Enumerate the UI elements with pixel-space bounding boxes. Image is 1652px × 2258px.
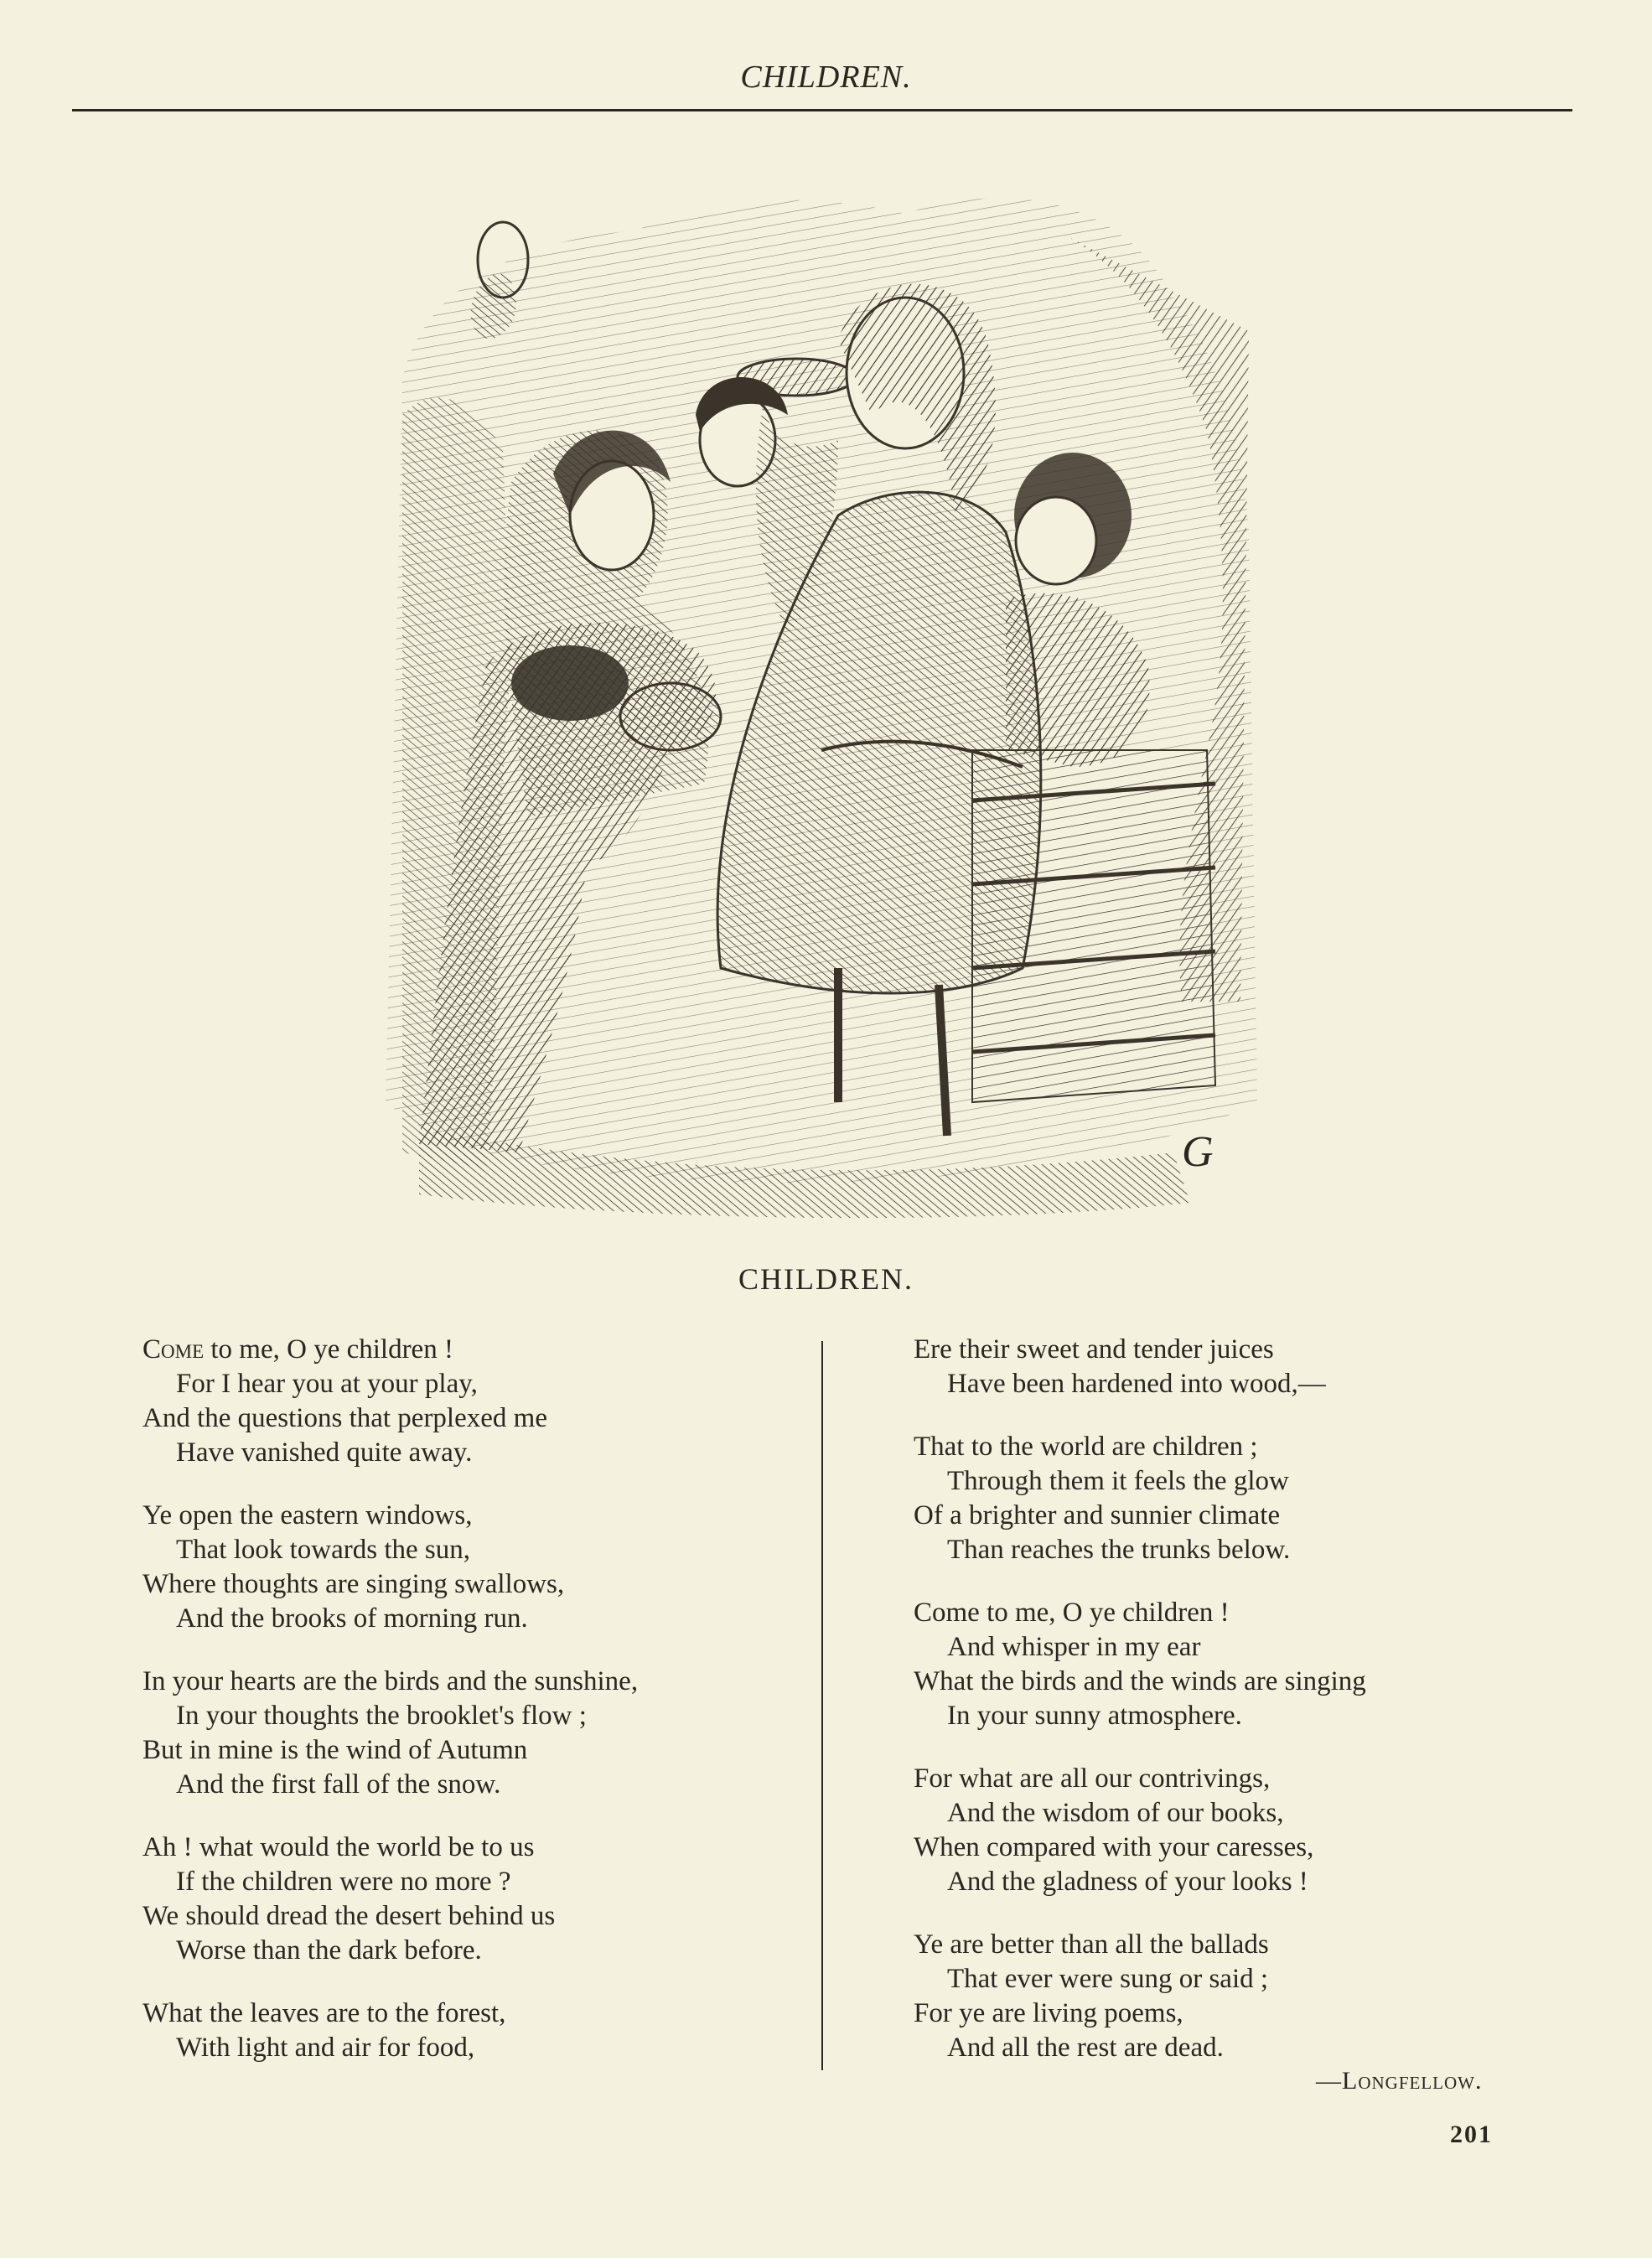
header-rule — [72, 109, 1572, 111]
stanza — [914, 1430, 1567, 1567]
stanza — [142, 1831, 813, 1968]
verse-line: And all the rest are dead. — [947, 2033, 1224, 2063]
verse-line: In your hearts are the birds and the sunshine, — [142, 1666, 639, 1696]
verse-line: We should dread the desert behind us — [142, 1901, 556, 1931]
verse-line: Ye open the eastern windows, — [142, 1500, 473, 1530]
verse-line: But in mine is the wind of Autumn — [142, 1735, 528, 1765]
verse-line: What the leaves are to the forest, — [142, 1998, 506, 2028]
illustrator-monogram: G — [1182, 1128, 1214, 1176]
stanza — [914, 1762, 1567, 1899]
verse-line: Have been hardened into wood,— — [947, 1369, 1326, 1399]
verse-line: Than reaches the trunks below. — [947, 1535, 1291, 1565]
verse-line: Through them it feels the glow — [947, 1466, 1289, 1496]
stanza — [142, 1665, 813, 1802]
author-attribution: —Longfellow. — [1316, 2067, 1483, 2095]
verse-line: And the first fall of the snow. — [176, 1769, 501, 1800]
verse-line: With light and air for food, — [176, 2033, 475, 2063]
verse-line: Come to me, O ye children ! — [142, 1334, 453, 1365]
verse-line: That to the world are children ; — [914, 1432, 1258, 1462]
verse-line: That look towards the sun, — [176, 1535, 471, 1565]
verse-line: And the wisdom of our books, — [947, 1798, 1284, 1828]
stanza — [914, 1333, 1567, 1401]
verse-line: And whisper in my ear — [947, 1632, 1201, 1662]
verse-line: Come to me, O ye children ! — [914, 1598, 1230, 1628]
stanza — [142, 1996, 813, 2065]
verse-line: Worse than the dark before. — [176, 1935, 482, 1965]
verse-line: Ye are better than all the ballads — [914, 1929, 1269, 1960]
verse-line: In your thoughts the brooklet's flow ; — [176, 1701, 587, 1731]
column-divider — [821, 1341, 823, 2070]
poem-title: CHILDREN. — [738, 1262, 914, 1296]
verse-line: And the gladness of your looks ! — [947, 1867, 1308, 1897]
verse-line: What the birds and the winds are singing — [914, 1666, 1366, 1696]
engraving-art — [369, 163, 1299, 1232]
verse-line: And the questions that perplexed me — [142, 1403, 547, 1433]
verse-line: Ere their sweet and tender juices — [914, 1334, 1274, 1365]
stanza — [914, 1928, 1567, 2065]
verse-line: When compared with your caresses, — [914, 1832, 1314, 1862]
verse-line: And the brooks of morning run. — [176, 1603, 528, 1634]
stanza — [142, 1333, 813, 1470]
opening-word: Come — [142, 1334, 205, 1365]
verse-line: For what are all our contrivings, — [914, 1763, 1271, 1794]
verse-line: Ah ! what would the world be to us — [142, 1832, 535, 1862]
verse-line: Have vanished quite away. — [176, 1437, 473, 1468]
page-number: 201 — [1450, 2121, 1493, 2148]
engraving-illustration — [369, 163, 1299, 1232]
poem-left-column — [142, 1333, 813, 2094]
running-title: CHILDREN. — [740, 60, 912, 95]
verse-line: If the children were no more ? — [176, 1867, 511, 1897]
stanza — [142, 1499, 813, 1636]
verse-line: For I hear you at your play, — [176, 1369, 478, 1399]
verse-line: Where thoughts are singing swallows, — [142, 1569, 565, 1599]
verse-line: Of a brighter and sunnier climate — [914, 1500, 1281, 1530]
verse-line: In your sunny atmosphere. — [947, 1701, 1242, 1731]
stanza — [914, 1596, 1567, 1733]
verse-line: That ever were sung or said ; — [947, 1964, 1269, 1994]
verse-line: For ye are living poems, — [914, 1998, 1183, 2028]
poem-right-column — [914, 1333, 1567, 2094]
